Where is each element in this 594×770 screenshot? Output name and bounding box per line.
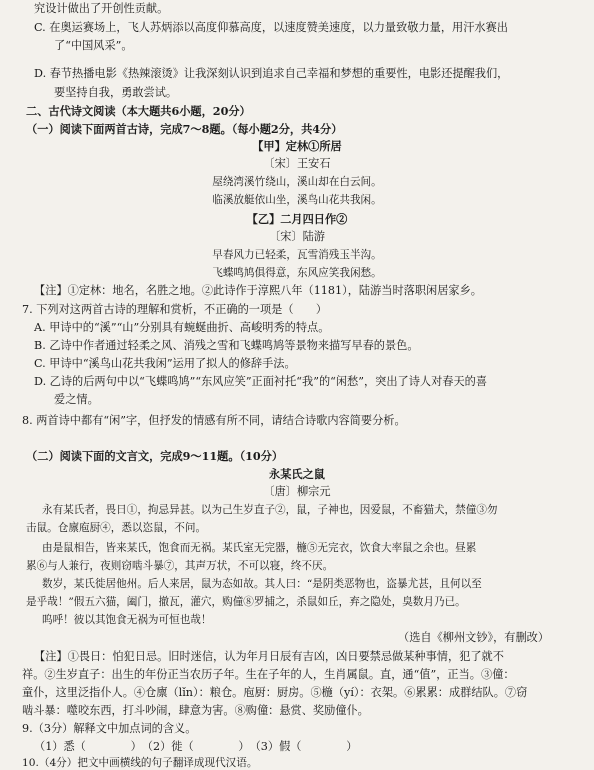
question-8: 8. 两首诗中都有“闲”字，但抒发的情感有所不同，请结合诗歌内容简要分析。 — [22, 414, 406, 427]
option-c: C. 甲诗中“溪鸟山花共我闲”运用了拟人的修辞手法。 — [34, 357, 296, 370]
text-line: 了“中国风采”。 — [54, 39, 133, 52]
option-d: D. 春节热播电影《热辣滚烫》让我深刻认识到追求自己幸福和梦想的重要性，电影还提醒我们， — [34, 67, 509, 80]
prose-title: 永某氏之鼠 — [269, 467, 325, 481]
prose-line: 击鼠。仓廪庖厨④，悉以恣鼠，不问。 — [26, 522, 207, 534]
option-a: A. 甲诗中的“溪”“山”分别具有蜿蜒曲折、高峻明秀的特点。 — [34, 321, 330, 334]
prose-line: 由是鼠相告，皆来某氏，饱食而无祸。某氏室无完器，椸⑤无完衣，饮食大率鼠之余也。昼累 — [42, 542, 477, 554]
poem-b-title: 【乙】二月四日作② — [246, 212, 348, 226]
option-b: B. 乙诗中作者通过轻柔之风、消残之雪和飞蝶鸣鸠等景物来描写早春的景色。 — [34, 339, 419, 352]
subsection-heading: （二）阅读下面的文言文，完成9～11题。（10分） — [26, 449, 284, 463]
prose-line: 累⑥与人兼行，夜则窃啮斗暴⑦，其声万状，不可以寝，终不厌。 — [26, 560, 334, 572]
text-line: 究设计做出了开创性贡献。 — [34, 2, 169, 15]
question-9-blanks: （1）悉（ ） （2）徙（ ） （3）假（ ） — [34, 740, 358, 753]
prose-author: 〔唐〕柳宗元 — [263, 485, 331, 498]
text-line: 爱之情。 — [54, 393, 99, 406]
prose-line: 数岁，某氏徙居他州。后人来居，鼠为态如故。其人曰：“是阴类恶物也，盗暴尤甚，且何以至 — [42, 578, 482, 590]
prose-notes: 童仆，这里泛指仆人。④仓廪（lǐn）：粮仓。庖厨：厨房。⑤椸（yí）：衣架。⑥累累：成群结队。⑦窃 — [22, 686, 528, 699]
subsection-heading: （一）阅读下面两首古诗，完成7～8题。（每小题2分，共4分） — [26, 122, 343, 136]
question-9: 9.（3分）解释文中加点词的含义。 — [22, 722, 197, 735]
prose-notes: 【注】①畏日：怕犯日忌。旧时迷信，认为年月日辰有吉凶，凶日要禁忌做某种事情，犯了就不 — [34, 650, 504, 663]
prose-notes: 祥。②生岁直子：出生的年份正当农历子年。生在子年的人，生肖属鼠。直，通“值”，正当。③僮： — [22, 668, 515, 681]
prose-notes: 啮斗暴：噬咬东西，打斗吵闹，肆意为害。⑧购僮：悬赏、奖励僮仆。 — [22, 704, 369, 717]
poem-notes: 【注】①定林：地名，名胜之地。②此诗作于淳熙八年（1181），陆游当时落职闲居家乡。 — [34, 284, 482, 297]
question-7: 7. 下列对这两首古诗的理解和赏析，不正确的一项是（ ） — [22, 303, 328, 316]
text-line: 要坚持自我，勇敢尝试。 — [54, 86, 178, 99]
poem-a-author: 〔宋〕王安石 — [263, 157, 331, 170]
poem-line: 早春风力已轻柔，瓦雪消残玉半沟。 — [212, 249, 382, 261]
source-note: （选自《柳州文钞》，有删改） — [398, 631, 550, 644]
prose-line: 永有某氏者，畏日①，拘忌异甚。以为己生岁直子②，鼠，子神也，因爱鼠，不畜猫犬，禁僮③勿 — [42, 504, 498, 516]
prose-line: 是乎哉！”假五六猫，阖门，撤瓦，灌穴，购僮⑧罗捕之，杀鼠如丘，弃之隐处，臭数月乃已。 — [26, 596, 466, 608]
option-d: D. 乙诗的后两句中以“飞蝶鸣鸠”“东风应笑”正面衬托“我”的“闲愁”，突出了诗人对春天的喜 — [34, 375, 488, 388]
poem-b-author: 〔宋〕陆游 — [269, 230, 325, 243]
question-10: 10.（4分）把文中画横线的句子翻译成现代汉语。 — [22, 757, 258, 769]
poem-line: 临溪放艇依山坐，溪鸟山花共我闲。 — [212, 194, 382, 206]
option-c: C. 在奥运赛场上，飞人苏炳添以高度仰慕高度，以速度赞美速度，以力量致敬力量，用汗水赛出 — [34, 21, 508, 34]
poem-line: 飞蝶鸣鸠俱得意，东风应笑我闲愁。 — [212, 267, 382, 279]
poem-a-title: 【甲】定林①所居 — [252, 139, 342, 153]
section-heading: 二、古代诗文阅读（本大题共6小题，20分） — [26, 104, 251, 118]
poem-line: 屋绕湾溪竹绕山，溪山却在白云间。 — [212, 176, 382, 188]
prose-line: 呜呼！彼以其饱食无祸为可恒也哉！ — [42, 614, 212, 626]
